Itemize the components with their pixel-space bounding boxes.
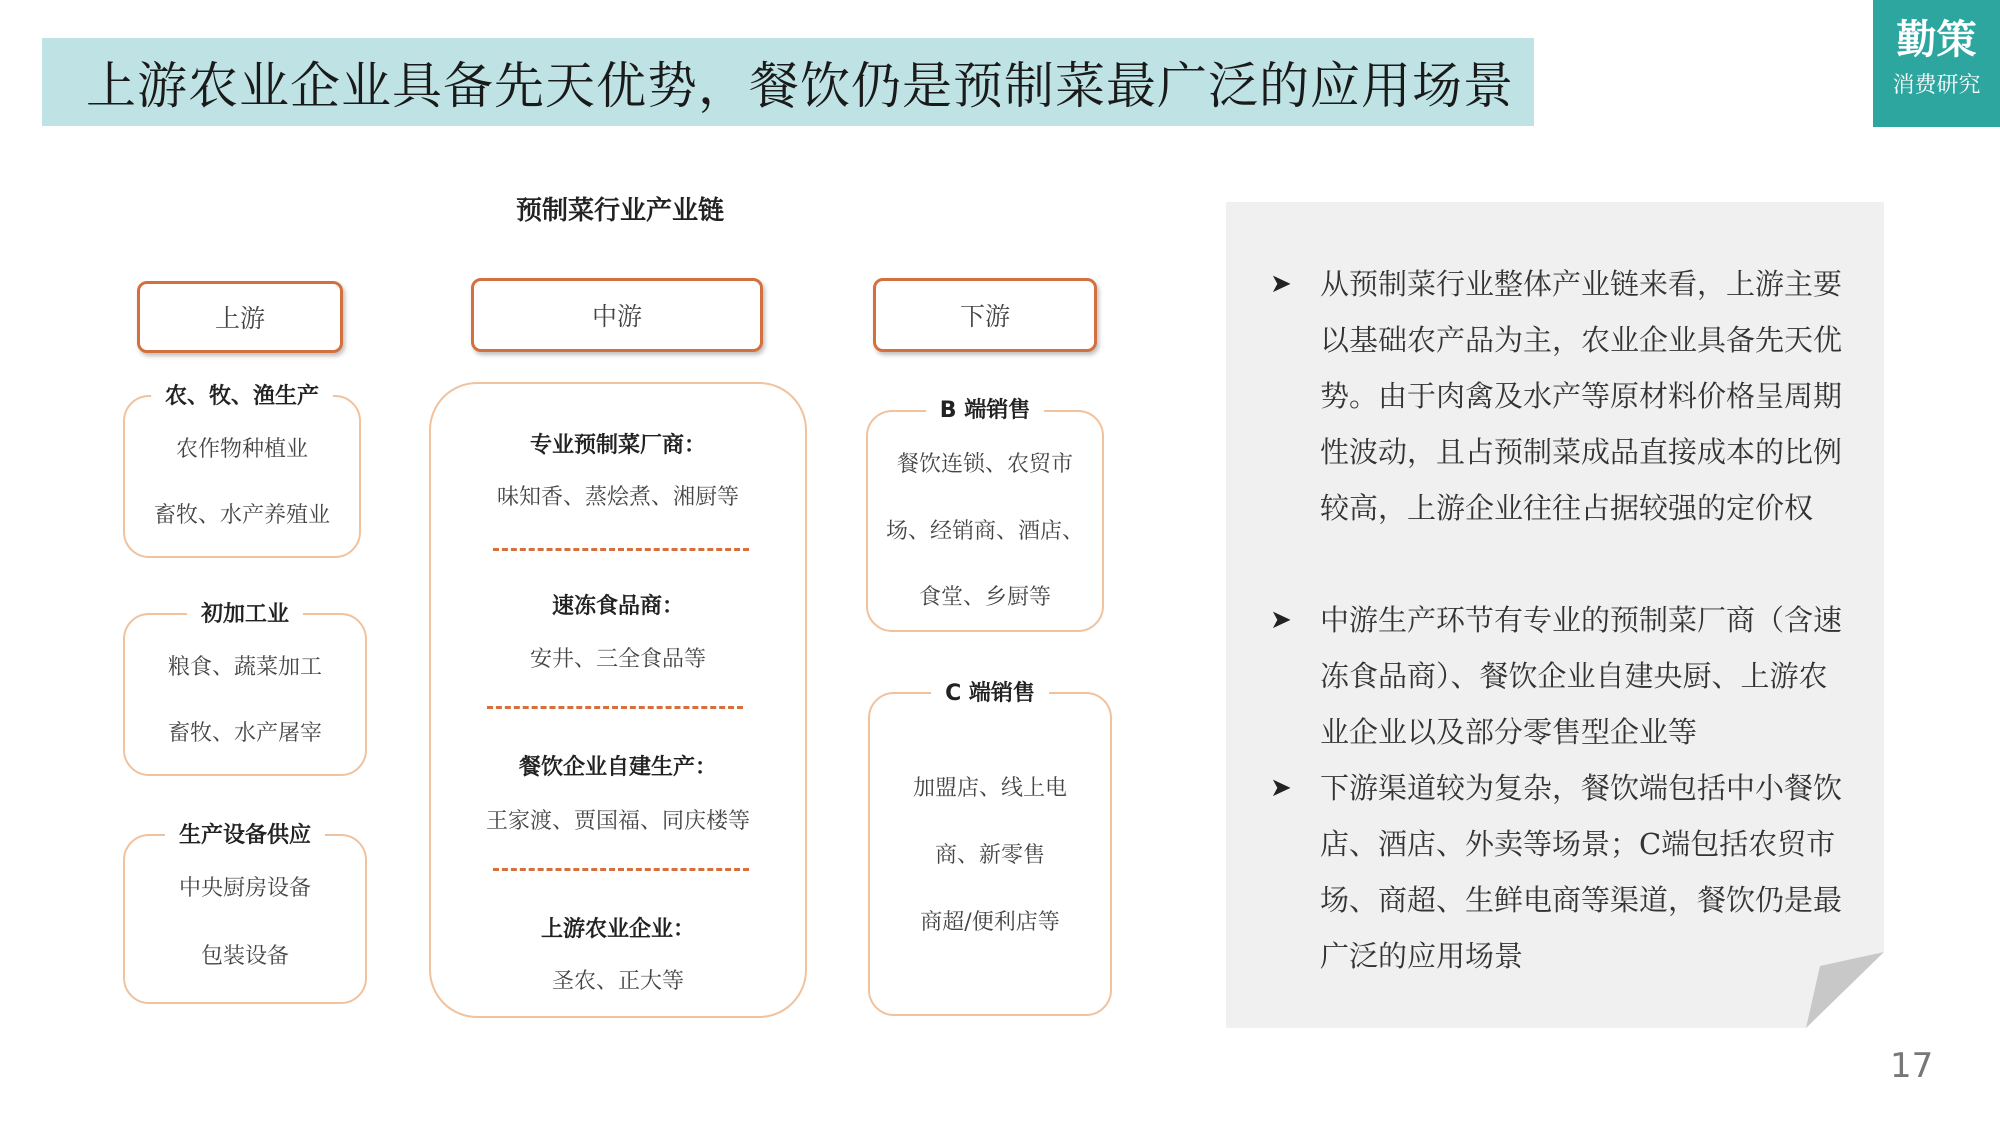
midstream-header: 中游 (471, 278, 763, 352)
brand-logo (1873, 0, 2000, 127)
midstream-section-text: 味知香、蒸烩煮、湘厨等 (496, 485, 739, 510)
upstream-group-processing (123, 602, 367, 776)
midstream-group (429, 382, 807, 1018)
group-title: 生产设备供应 (165, 823, 325, 848)
downstream-group-b2b (866, 398, 1104, 632)
midstream-section-title: 餐饮企业自建生产： (518, 755, 717, 780)
dashed-divider (493, 868, 749, 871)
dashed-divider (493, 548, 749, 551)
group-line: 加盟店、线上电 (912, 776, 1067, 801)
chain-title: 预制菜行业产业链 (515, 196, 724, 226)
group-item: 包装设备 (200, 944, 289, 969)
midstream-section-title: 上游农业企业： (540, 917, 695, 942)
group-line: 场、经销商、酒店、 (885, 519, 1084, 544)
group-title: 农、牧、渔生产 (151, 384, 333, 409)
group-line: 商、新零售 (934, 843, 1045, 868)
group-item: 粮食、蔬菜加工 (167, 655, 322, 680)
upstream-group-farming (123, 384, 361, 558)
arrow-bullet-icon: ➤ (1270, 773, 1292, 803)
note-bullet (1270, 760, 1850, 984)
note-text: 中游生产环节有专业的预制菜厂商（含速冻食品商）、餐饮企业自建央厨、上游农业企业以及部分零售型企业等 (1320, 603, 1843, 749)
group-item: 中央厨房设备 (178, 876, 311, 901)
midstream-section-text: 安井、三全食品等 (529, 647, 706, 672)
dashed-divider (487, 706, 743, 709)
note-text: 从预制菜行业整体产业链来看，上游主要以基础农产品为主，农业企业具备先天优势。由于肉禽及水产等原材料价格呈周期性波动，且占预制菜成品直接成本的比例较高，上游企业往往占据较强的定价权 (1320, 267, 1843, 525)
group-title: B 端销售 (926, 398, 1044, 423)
upstream-group-equipment (123, 823, 367, 1004)
note-text: 下游渠道较为复杂，餐饮端包括中小餐饮店、酒店、外卖等场景；C端包括农贸市场、商超、生鲜电商等渠道，餐饮仍是最广泛的应用场景 (1320, 771, 1843, 973)
midstream-section-title: 专业预制菜厂商： (529, 433, 706, 458)
slide-title: 上游农业企业具备先天优势，餐饮仍是预制菜最广泛的应用场景 (86, 57, 1514, 115)
logo-sub-text: 消费研究 (1892, 73, 1981, 98)
midstream-section-text: 圣农、正大等 (551, 969, 684, 994)
upstream-header: 上游 (137, 281, 343, 353)
group-line: 食堂、乡厨等 (918, 585, 1051, 610)
arrow-bullet-icon: ➤ (1270, 605, 1292, 635)
group-item: 农作物种植业 (175, 437, 308, 462)
midstream-section-title: 速冻食品商： (551, 594, 684, 619)
downstream-header: 下游 (873, 278, 1097, 352)
midstream-section-text: 王家渡、贾国福、同庆楼等 (485, 809, 750, 834)
group-item: 畜牧、水产养殖业 (153, 503, 330, 528)
note-bullet (1270, 592, 1850, 760)
group-title: 初加工业 (187, 602, 303, 627)
downstream-group-b2c (868, 681, 1112, 1016)
page-number: 17 (1890, 1046, 1934, 1086)
arrow-bullet-icon: ➤ (1270, 269, 1292, 299)
group-title: C 端销售 (931, 681, 1049, 706)
title-bar (42, 38, 1534, 126)
group-line: 商超/便利店等 (920, 910, 1060, 935)
group-item: 畜牧、水产屠宰 (167, 721, 322, 746)
group-line: 餐饮连锁、农贸市 (896, 452, 1073, 477)
note-bullet (1270, 256, 1850, 536)
logo-main-text: 勤策 (1896, 16, 1977, 63)
